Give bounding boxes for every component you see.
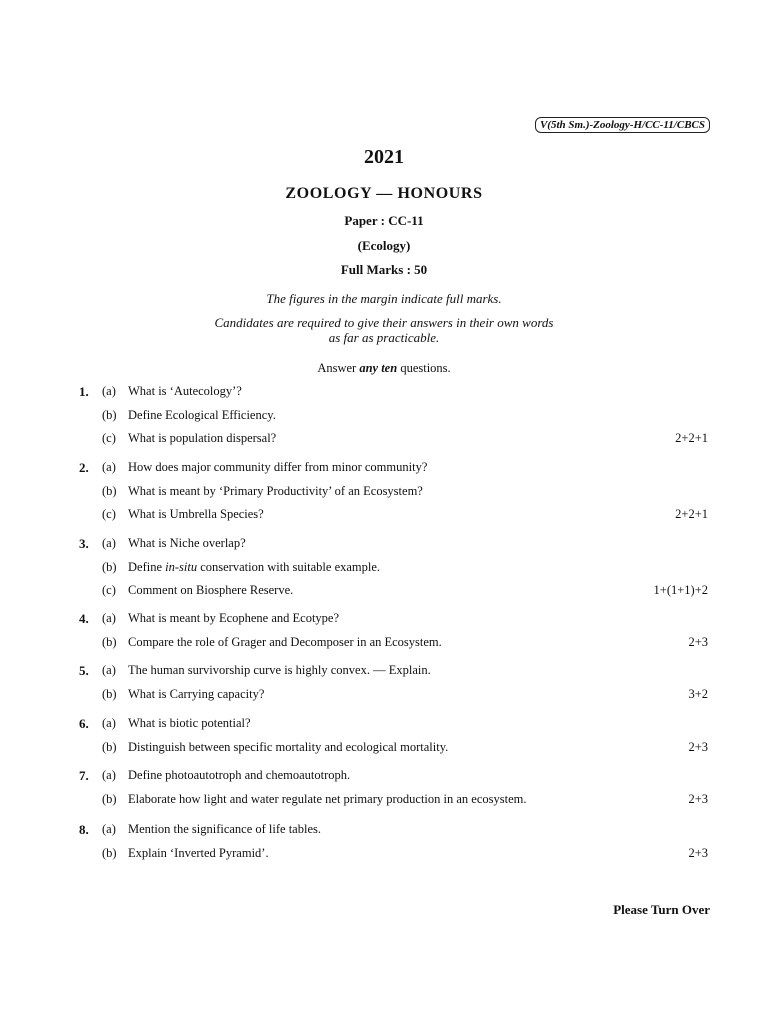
question-part: [0, 384, 768, 404]
part-text: Explain ‘Inverted Pyramid’.: [128, 845, 269, 860]
part-text: Distinguish between specific mortality and ecological mortality.: [128, 739, 449, 754]
part-text: What is Umbrella Species?: [128, 507, 264, 521]
question-part: [0, 740, 768, 760]
instruction-text: Answer: [317, 361, 360, 375]
part-text: The human survivorship curve is highly convex. — Explain.: [128, 663, 431, 677]
part-text: What is population dispersal?: [128, 431, 277, 445]
marks-allocation: 2+3: [688, 739, 708, 754]
part-label: (b): [102, 791, 117, 806]
question-part: [0, 822, 768, 842]
part-text: What is meant by ‘Primary Productivity’ of an Ecosystem?: [128, 483, 423, 498]
question-part: [0, 484, 768, 504]
part-text-italic: in-situ: [165, 559, 198, 574]
part-text: Define photoautotroph and chemoautotroph.: [128, 768, 351, 782]
marks-allocation: 2+2+1: [675, 507, 708, 521]
question-part: [0, 408, 768, 428]
question-part: [0, 560, 768, 580]
question-part: [0, 507, 768, 527]
question-number: 5.: [79, 663, 89, 678]
instruction-text-end: questions.: [397, 361, 451, 375]
part-label: (a): [102, 663, 116, 677]
part-text-end: conservation with suitable example.: [197, 559, 381, 574]
paper-code-box: V(5th Sm.)-Zoology-H/CC-11/CBCS: [535, 117, 710, 133]
marks-allocation: 2+3: [688, 634, 708, 649]
question-number: 8.: [79, 822, 89, 837]
own-words-note: Candidates are required to give their answers in their own words: [214, 315, 554, 330]
please-turn-over: Please Turn Over: [613, 902, 710, 917]
question-number: 4.: [79, 611, 89, 626]
question-part: [0, 768, 768, 788]
part-label: (a): [102, 716, 116, 730]
marks-allocation: 2+3: [688, 845, 708, 860]
part-text: What is Niche overlap?: [128, 536, 246, 550]
part-label: (a): [102, 768, 116, 782]
answer-instruction: [0, 361, 768, 376]
question-part: [0, 583, 768, 603]
part-text: Define Ecological Efficiency.: [128, 407, 276, 422]
paper-code: Paper : CC-11: [344, 213, 424, 228]
exam-year: 2021: [364, 146, 404, 168]
question-part: [0, 431, 768, 451]
part-label: (b): [102, 634, 117, 649]
question-part: [0, 460, 768, 480]
part-label: (b): [102, 407, 117, 422]
part-text: What is biotic potential?: [128, 716, 251, 730]
part-label: (b): [102, 845, 117, 860]
part-label: (c): [102, 431, 116, 445]
part-text: Elaborate how light and water regulate net primary production in an ecosystem.: [128, 791, 527, 806]
question-number: 6.: [79, 716, 89, 731]
part-text: What is ‘Autecology’?: [128, 384, 242, 398]
question-number: 1.: [79, 384, 89, 399]
question-part: [0, 611, 768, 631]
part-text: Mention the significance of life tables.: [128, 822, 321, 836]
part-label: (a): [102, 611, 116, 625]
part-text-start: Define: [128, 559, 166, 574]
part-label: (c): [102, 583, 116, 597]
full-marks: Full Marks : 50: [340, 262, 428, 277]
marks-allocation: 2+3: [688, 791, 708, 806]
part-label: (a): [102, 460, 116, 474]
question-part: [0, 536, 768, 556]
own-words-note-continued: as far as practicable.: [328, 330, 440, 345]
marks-allocation: 2+2+1: [675, 431, 708, 445]
instruction-emphasis: any ten: [359, 361, 398, 375]
question-part: [0, 716, 768, 736]
subject-title: ZOOLOGY — HONOURS: [285, 185, 483, 202]
part-label: (a): [102, 822, 116, 836]
question-part: [0, 792, 768, 812]
question-number: 3.: [79, 536, 89, 551]
part-text: What is Carrying capacity?: [128, 686, 265, 701]
part-label: (b): [102, 686, 117, 701]
question-number: 7.: [79, 768, 89, 783]
part-text: Compare the role of Grager and Decomposer in an Ecosystem.: [128, 634, 442, 649]
question-number: 2.: [79, 460, 89, 475]
part-label: (a): [102, 384, 116, 398]
question-part: [0, 846, 768, 866]
part-label: (a): [102, 536, 116, 550]
part-label: (b): [102, 559, 117, 574]
marks-allocation: 1+(1+1)+2: [653, 583, 708, 597]
part-text: What is meant by Ecophene and Ecotype?: [128, 611, 340, 625]
part-text: How does major community differ from minor community?: [128, 460, 428, 474]
question-part: [0, 663, 768, 683]
part-text: [128, 560, 380, 575]
marks-allocation: 3+2: [688, 686, 708, 701]
part-text: Comment on Biosphere Reserve.: [128, 583, 294, 597]
paper-topic: (Ecology): [357, 238, 411, 253]
question-part: [0, 687, 768, 707]
question-part: [0, 635, 768, 655]
margin-marks-note: The figures in the margin indicate full marks.: [266, 291, 502, 306]
part-label: (b): [102, 739, 117, 754]
part-label: (b): [102, 483, 117, 498]
part-label: (c): [102, 507, 116, 521]
